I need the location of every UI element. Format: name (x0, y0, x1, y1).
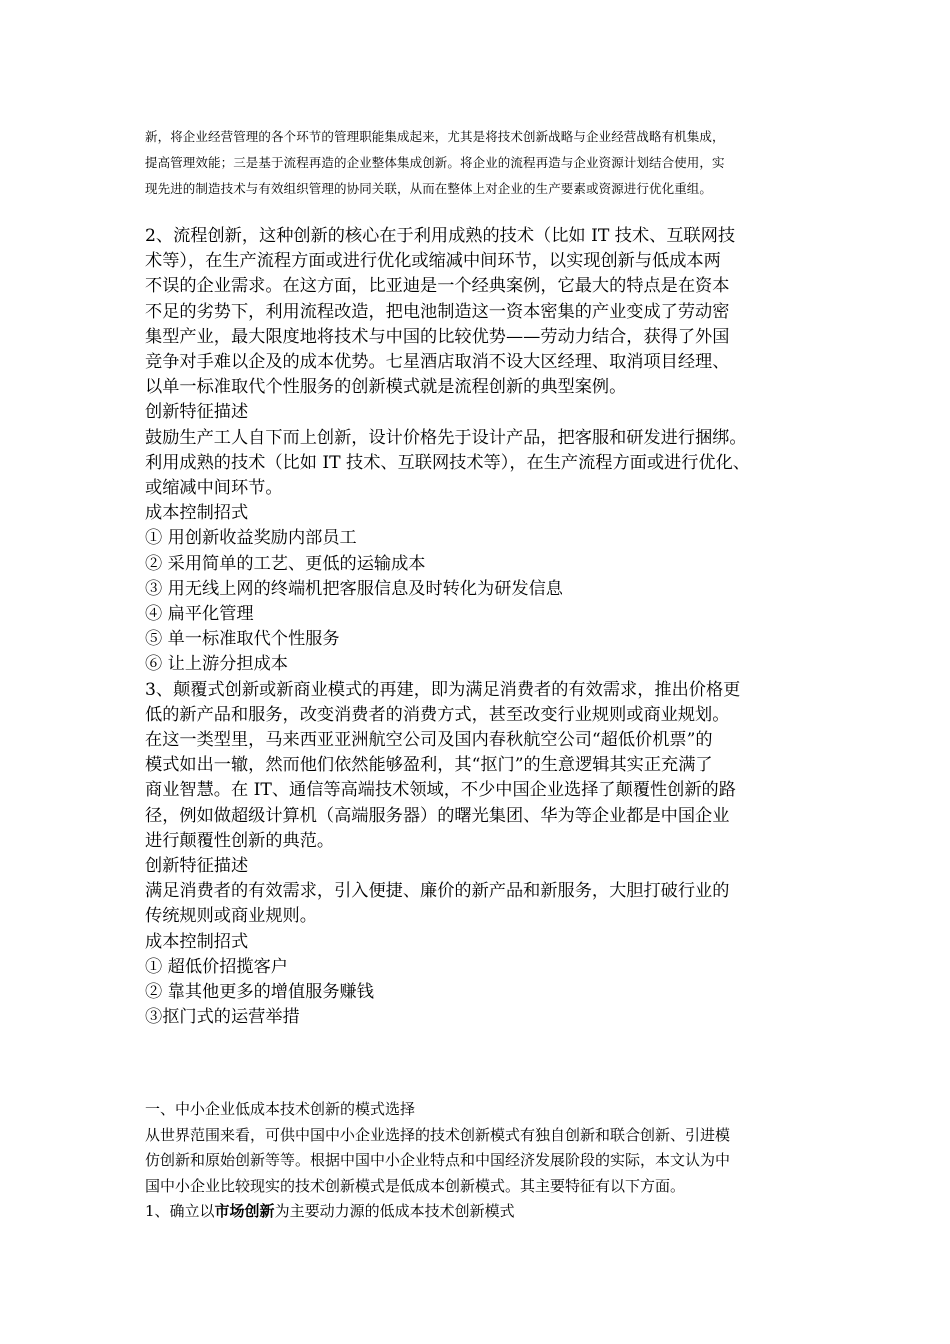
section-heading: 一、中小企业低成本技术创新的模式选择 (145, 1100, 416, 1118)
body-line: 竞争对手难以企及的成本优势。七星酒店取消不设大区经理、取消项目经理、 (145, 352, 730, 373)
body-line: 模式如出一辙，然而他们依然能够盈利，其“抠门”的生意逻辑其实正充满了 (145, 755, 713, 776)
section-label: 创新特征描述 (145, 856, 249, 877)
section-two (145, 1097, 815, 1225)
body-line: 不误的企业需求。在这方面，比亚迪是一个经典案例，它最大的特点是在资本 (145, 276, 730, 297)
body-line: 仿创新和原始创新等等。根据中国中小企业特点和中国经济发展阶段的实际，本文认为中 (145, 1151, 731, 1169)
list-item: ② 采用简单的工艺、更低的运输成本 (145, 553, 426, 574)
section-label: 创新特征描述 (145, 402, 249, 423)
body-line: 集型产业，最大限度地将技术与中国的比较优势——劳动力结合，获得了外国 (145, 326, 730, 347)
list-item: ④ 扁平化管理 (145, 604, 254, 625)
list-item: ③ 用无线上网的终端机把客服信息及时转化为研发信息 (145, 578, 563, 599)
intro-paragraph (145, 124, 815, 202)
body-line: 以单一标准取代个性服务的创新模式就是流程创新的典型案例。 (145, 377, 627, 398)
body-line: 利用成熟的技术（比如 IT 技术、互联网技术等），在生产流程方面或进行优化、 (145, 452, 750, 473)
list-item: ① 用创新收益奖励内部员工 (145, 528, 357, 549)
list-item: ③抠门式的运营举措 (145, 1007, 300, 1028)
intro-line: 新，将企业经营管理的各个环节的管理职能集成起来，尤其是将技术创新战略与企业经营战略有机集成， (145, 129, 725, 144)
body-line: 在这一类型里，马来西亚亚洲航空公司及国内春秋航空公司“超低价机票”的 (145, 730, 713, 751)
section-label: 成本控制招式 (145, 931, 249, 952)
main-body (145, 224, 815, 1031)
body-line: 商业智慧。在 IT、通信等高端技术领域，不少中国企业选择了颠覆性创新的路 (145, 780, 736, 801)
subheading-prefix: 1、确立以 (145, 1202, 215, 1220)
subheading-suffix: 为主要动力源的低成本技术创新模式 (274, 1202, 515, 1220)
body-line: 满足消费者的有效需求，引入便捷、廉价的新产品和新服务，大胆打破行业的 (145, 881, 730, 902)
section-label: 成本控制招式 (145, 503, 249, 524)
body-line: 低的新产品和服务，改变消费者的消费方式，甚至改变行业规则或商业规划。 (145, 704, 730, 725)
list-item: ⑥ 让上游分担成本 (145, 654, 288, 675)
list-item: ② 靠其他更多的增值服务赚钱 (145, 982, 374, 1003)
body-line: 2、流程创新，这种创新的核心在于利用成熟的技术（比如 IT 技术、互联网技 (145, 226, 736, 246)
body-line: 或缩减中间环节。 (145, 478, 283, 499)
intro-line: 提高管理效能；三是基于流程再造的企业整体集成创新。将企业的流程再造与企业资源计划结合使用，实 (145, 155, 725, 170)
list-item: ⑤ 单一标准取代个性服务 (145, 629, 340, 650)
subheading-line (145, 1199, 815, 1225)
body-line: 径，例如做超级计算机（高端服务器）的曙光集团、华为等企业都是中国企业 (145, 805, 730, 826)
body-line: 进行颠覆性创新的典范。 (145, 830, 335, 851)
list-item: ① 超低价招揽客户 (145, 956, 288, 977)
body-line: 术等），在生产流程方面或进行优化或缩减中间环节，以实现创新与低成本两 (145, 251, 721, 272)
subheading-bold-term: 市场创新 (214, 1202, 275, 1220)
body-line: 传统规则或商业规则。 (145, 906, 317, 927)
body-line: 国中小企业比较现实的技术创新模式是低成本创新模式。其主要特征有以下方面。 (145, 1176, 686, 1195)
body-line: 不足的劣势下，利用流程改造，把电池制造这一资本密集的产业变成了劳动密 (145, 301, 730, 322)
body-line: 鼓励生产工人自下而上创新，设计价格先于设计产品，把客服和研发进行捆绑。 (145, 427, 747, 448)
intro-line: 现先进的制造技术与有效组织管理的协同关联，从而在整体上对企业的生产要素或资源进行优化重组。 (145, 181, 713, 196)
body-line: 从世界范围来看，可供中国中小企业选择的技术创新模式有独自创新和联合创新、引进模 (145, 1125, 731, 1144)
body-line: 3、颠覆式创新或新商业模式的再建，即为满足消费者的有效需求，推出价格更 (145, 679, 741, 700)
